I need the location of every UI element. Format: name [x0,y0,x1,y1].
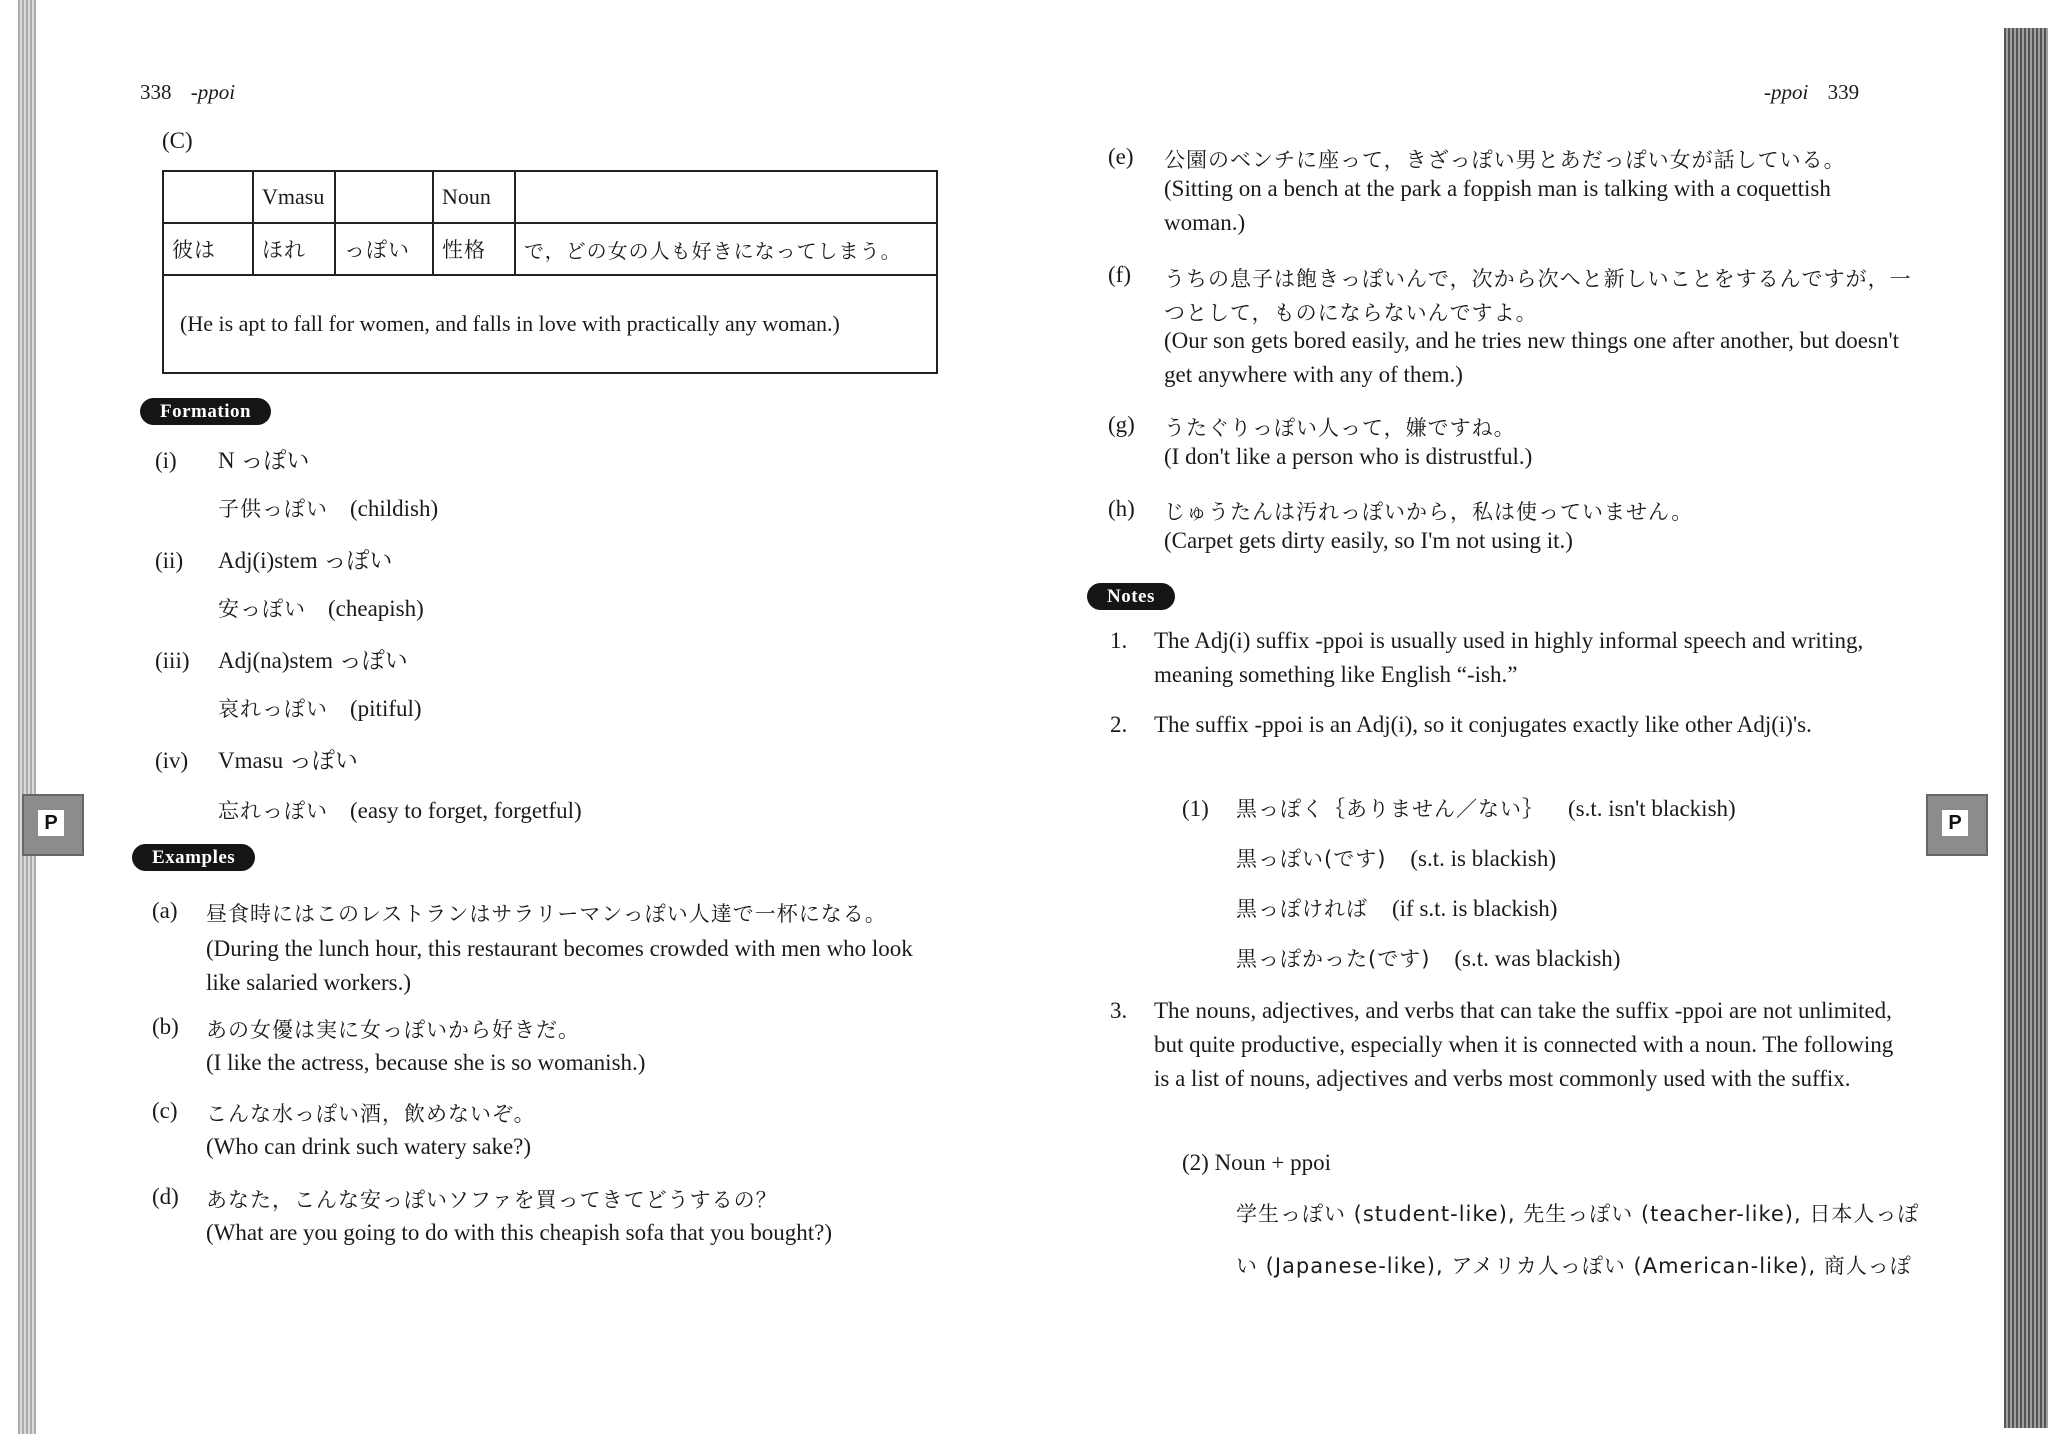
conjugation-row [1236,942,1620,976]
formation-gloss: (pitiful) [350,696,422,721]
table-cell: Noun [433,171,515,223]
section-tab-p [1926,794,1988,856]
note-number: 3. [1110,998,1128,1023]
example-en: (Carpet gets dirty easily, so I'm not using it.) [1164,528,1573,553]
list-2-line: い (Japanese-like), アメリカ人っぽい (American-like), 商人っぽ [1236,1254,1912,1278]
example-jp: あの女優は実に女っぽいから好きだ。 [206,1018,580,1042]
conjugation-en: (s.t. is blackish) [1410,846,1557,871]
tab-letter: P [1942,810,1968,836]
formation-pattern: Adj(na)stem っぽい [218,648,408,673]
conjugation-jp: 黒っぽく｛ありません／ない｝ [1236,797,1544,821]
formation-pattern: Adj(i)stem っぽい [218,548,393,573]
table-cell: 彼は [163,223,253,275]
tab-letter: P [38,810,64,836]
example-jp: 昼食時にはこのレストランはサラリーマンっぽい人達で一杯になる。 [206,902,887,926]
list-2-line: 学生っぽい (student-like), 先生っぽい (teacher-like), 日本人っぽ [1236,1202,1920,1226]
example-en: (I don't like a person who is distrustful.) [1164,444,1533,469]
formation-pattern: Vmasu っぽい [218,748,358,773]
example-jp: こんな水っぽい酒，飲めないぞ。 [206,1102,536,1126]
page-number: 339 [1827,80,1860,104]
example-label: (h) [1108,496,1135,521]
example-jp: うたぐりっぽい人って，嫌ですね。 [1164,416,1516,440]
conjugation-num: (1) [1182,796,1209,821]
example-label: (f) [1108,262,1131,287]
formation-example-row [218,592,424,626]
conjugation-row [1236,892,1557,926]
note-2: The suffix -ppoi is an Adj(i), so it conjugates exactly like other Adj(i)'s. [1154,712,1812,737]
left-page-header [140,80,235,105]
conjugation-jp: 黒っぽかった(です) [1236,947,1431,971]
formation-example: 哀れっぽい [218,697,328,721]
table-cell [163,171,253,223]
formation-gloss: (easy to forget, forgetful) [350,798,582,823]
table-translation-row [163,275,937,373]
example-en: (Sitting on a bench at the park a foppish man is talking with a coquettish woman.) [1164,176,1831,235]
formation-gloss: (childish) [350,496,439,521]
conjugation-row [1236,842,1556,876]
right-page [1024,0,2048,1434]
example-table [162,170,938,374]
example-label: (e) [1108,144,1134,169]
conjugation-jp: 黒っぽい(です) [1236,847,1387,871]
table-cell: で，どの女の人も好きになってしまう。 [515,223,937,275]
table-cell: ほれ [253,223,335,275]
note-number: 2. [1110,712,1128,737]
right-page-header [1764,80,1859,105]
conjugation-en: (s.t. isn't blackish) [1568,796,1736,821]
example-jp: あなた，こんな安っぽいソファを買ってきてどうするの？ [206,1188,778,1212]
example-label: (g) [1108,412,1135,437]
example-label: (b) [152,1014,179,1039]
example-label: (c) [152,1098,178,1123]
page-number: 338 [140,80,172,104]
right-page-edge [2004,28,2048,1428]
example-label: (d) [152,1184,179,1209]
table-translation: (He is apt to fall for women, and falls in love with practically any woman.) [163,275,937,373]
formation-num: (iv) [155,748,189,773]
example-jp: じゅうたんは汚れっぽいから，私は使っていません。 [1164,500,1694,524]
formation-pattern: N っぽい [218,448,310,473]
conjugation-en: (s.t. was blackish) [1454,946,1621,971]
notes-heading: Notes [1087,583,1175,610]
list-2-heading: (2) Noun + ppoi [1182,1150,1332,1175]
table-cell: Vmasu [253,171,335,223]
example-label-c: (C) [162,128,193,153]
formation-example-row [218,692,422,726]
table-jp-row [163,223,937,275]
example-jp: 公園のベンチに座って，きざっぽい男とあだっぽい女が話している。 [1164,148,1846,172]
example-label: (a) [152,898,178,923]
table-cell [515,171,937,223]
formation-heading: Formation [140,398,271,425]
example-jp: うちの息子は飽きっぽいんで，次から次へと新しいことをするんですが，一つとして，ものにならないんですよ。 [1164,267,1912,325]
conjugation-en: (if s.t. is blackish) [1392,896,1558,921]
examples-heading: Examples [132,844,255,871]
formation-gloss: (cheapish) [328,596,424,621]
formation-example: 安っぽい [218,597,306,621]
page-topic: -ppoi [190,80,236,104]
formation-example-row [218,492,438,526]
formation-example-row [218,794,582,828]
conjugation-row [1236,792,1736,826]
example-en: (I like the actress, because she is so womanish.) [206,1050,646,1075]
formation-num: (ii) [155,548,184,573]
note-3: The nouns, adjectives, and verbs that can take the suffix -ppoi are not unlimited, but quite productive, especially when it is connected with a noun. The following is a list of nouns, adjectives and verbs most commonly used with the suffix. [1154,998,1894,1091]
conjugation-jp: 黒っぽければ [1236,897,1368,921]
example-en: (What are you going to do with this cheapish sofa that you bought?) [206,1220,832,1245]
note-number: 1. [1110,628,1128,653]
example-en: (During the lunch hour, this restaurant becomes crowded with men who look like salaried workers.) [206,936,913,995]
example-en: (Our son gets bored easily, and he tries new things one after another, but doesn't get anywhere with any of them.) [1164,328,1899,387]
page-topic: -ppoi [1764,80,1809,104]
section-tab-p [22,794,84,856]
example-en: (Who can drink such watery sake?) [206,1134,532,1159]
table-header-row [163,171,937,223]
formation-example: 子供っぽい [218,497,328,521]
formation-example: 忘れっぽい [218,799,328,823]
formation-num: (iii) [155,648,190,673]
table-cell: っぽい [335,223,433,275]
formation-num: (i) [155,448,177,473]
table-cell: 性格 [433,223,515,275]
table-cell [335,171,433,223]
note-1: The Adj(i) suffix -ppoi is usually used in highly informal speech and writing, meaning something like English “-ish.” [1154,628,1864,687]
left-page-edge [18,0,36,1434]
